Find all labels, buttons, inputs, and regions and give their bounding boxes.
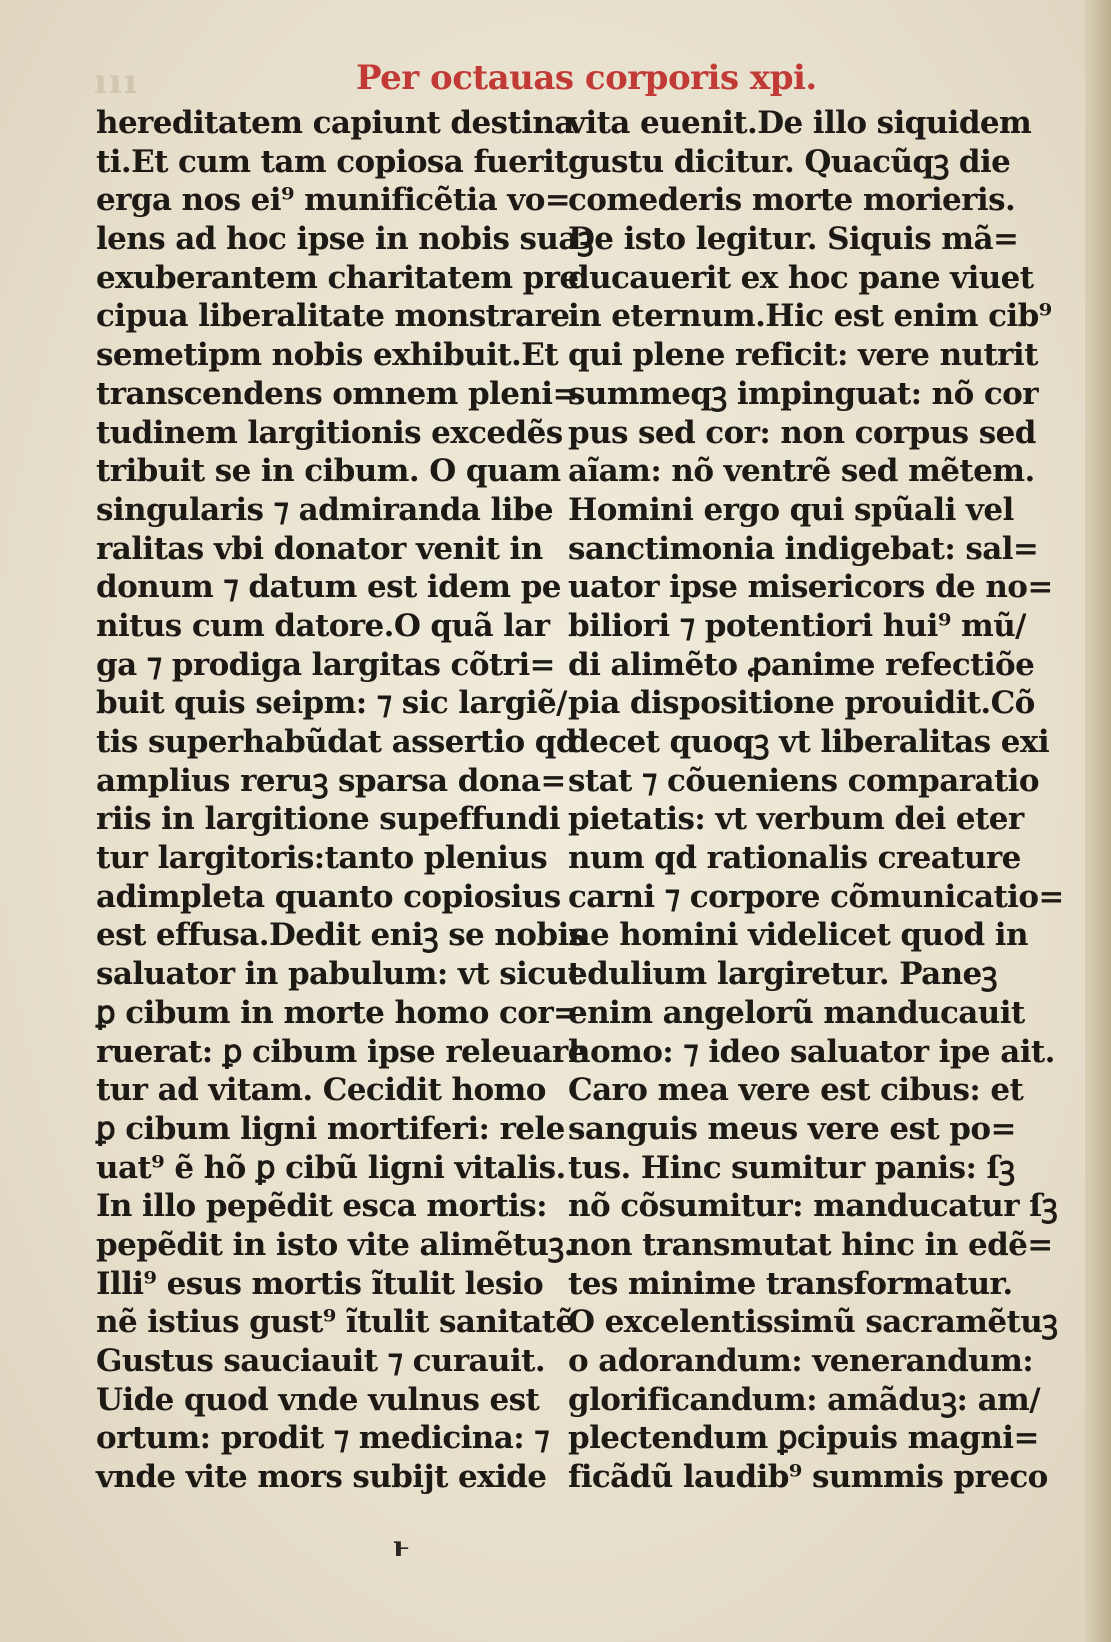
text-line: pietatis: vt verbum dei eter [568, 801, 1024, 838]
text-line: in eternum.Hic est enim cib⁹ [568, 298, 1052, 335]
left-text-column [96, 104, 594, 1497]
text-line: decet quoqꝫ vt liberalitas exi [568, 724, 1049, 760]
text-line: nitus cum datore.O quã lar [96, 607, 550, 644]
text-line: nõ cõsumitur: manducatur ſꝫ [568, 1188, 1058, 1225]
text-line: pia dispositione prouidit.Cõ [568, 685, 1035, 722]
text-line: non transmutat hinc in edẽ= [568, 1226, 1053, 1263]
text-line: comederis morte morieris. [568, 182, 1016, 219]
text-line: semetipm nobis exhibuit.Et [96, 337, 558, 374]
text-line: ti.Et cum tam copiosa fuerit [96, 143, 568, 180]
text-line: ga ⁊ prodiga largitas cõtri= [96, 646, 555, 683]
signature-mark: ͱ [393, 1530, 410, 1563]
text-line: adimpleta quanto copiosius [96, 878, 561, 915]
text-line: cipua liberalitate monstrare [96, 298, 570, 335]
text-line: pus sed cor: non corpus sed [568, 414, 1036, 451]
text-line: buit quis seipm: ⁊ sic largiẽ/ [96, 685, 567, 722]
text-line: qui plene reficit: vere nutrit [568, 337, 1038, 374]
text-line: ꝑ cibum ligni mortiferi: rele [96, 1110, 565, 1147]
text-line: exuberantem charitatem pre [96, 259, 579, 296]
text-line: ruerat: ꝑ cibum ipse releuare [96, 1033, 587, 1070]
text-line: glorificandum: amãduꝫ: am/ [568, 1381, 1040, 1418]
text-line: ꝑ cibum in morte homo cor= [96, 994, 579, 1031]
text-line: ficãdũ laudib⁹ summis preco [568, 1459, 1048, 1496]
text-line: num qd rationalis creature [568, 840, 1021, 877]
text-line: O excelentissimũ sacramẽtuꝫ [568, 1304, 1058, 1341]
text-line: enim angelorũ manducauit [568, 994, 1025, 1031]
text-line: De isto legitur. Siquis mã= [568, 221, 1019, 258]
text-line: Uide quod vnde vulnus est [96, 1381, 540, 1418]
text-line: biliori ⁊ potentiori hui⁹ mũ/ [568, 607, 1026, 644]
text-line: plectendum ꝑcipuis magni= [568, 1420, 1039, 1457]
text-line: tur ad vitam. Cecidit homo [96, 1072, 546, 1109]
text-line: saluator in pabulum: vt sicut [96, 956, 582, 993]
text-line: donum ⁊ datum est idem pe [96, 569, 561, 606]
text-line: gustu dicitur. Quacũqꝫ die [568, 143, 1011, 180]
text-line: In illo pepẽdit esca mortis: [96, 1188, 547, 1225]
text-line: stat ⁊ cõueniens comparatio [568, 762, 1039, 799]
text-line: lens ad hoc ipse in nobis suaꝫ [96, 221, 594, 258]
right-text-column [568, 104, 1064, 1497]
text-line: est effusa.Dedit eniꝫ se nobis [96, 917, 586, 954]
text-line: Gustus sauciauit ⁊ curauit. [96, 1343, 546, 1379]
text-line: tis superhabũdat assertio qd [96, 724, 577, 760]
text-line: uator ipse misericors de no= [568, 569, 1053, 606]
text-line: ortum: prodit ⁊ medicina: ⁊ [96, 1420, 550, 1457]
text-line: sanctimonia indigebat: sal= [568, 530, 1039, 567]
running-head: Per octauas corporis xpi. [356, 58, 817, 98]
text-line: tur largitoris:tanto plenius [96, 840, 548, 877]
text-line: vita euenit.De illo siquidem [568, 105, 1032, 141]
text-line: sanguis meus vere est po= [568, 1110, 1016, 1147]
show-through-marks: ııı [94, 62, 139, 102]
text-line: erga nos ei⁹ munificẽtia vo= [96, 182, 571, 219]
text-line: vnde vite mors subijt exide [96, 1459, 547, 1496]
text-line: tes minime transformatur. [568, 1265, 1013, 1302]
page-edge [1085, 0, 1111, 1642]
text-line: singularis ⁊ admiranda libe [96, 491, 554, 528]
text-line: di alimẽto ꝓanime refectiõe [568, 646, 1035, 683]
text-line: tribuit se in cibum. O quam [96, 453, 561, 490]
text-line: uat⁹ ẽ hõ ꝑ cibũ ligni vitalis. [96, 1149, 566, 1186]
text-line: ducauerit ex hoc pane viuet [568, 259, 1034, 296]
text-line: hereditatem capiunt destina [96, 105, 574, 141]
text-line: homo: ⁊ ideo saluator ipe ait. [568, 1033, 1055, 1070]
text-line: summeqꝫ impinguat: nõ cor [568, 375, 1038, 412]
text-line: tudinem largitionis excedẽs [96, 414, 563, 451]
text-line: Illi⁹ esus mortis ĩtulit lesio [96, 1265, 544, 1302]
text-line: aĩam: nõ ventrẽ sed mẽtem. [568, 453, 1035, 490]
text-line: transcendens omnem pleni= [96, 375, 578, 412]
text-line: edulium largiretur. Paneꝫ [568, 956, 997, 993]
text-line: ralitas vbi donator venit in [96, 530, 543, 567]
text-line: ne homini videlicet quod in [568, 917, 1028, 954]
text-line: Homini ergo qui spũali vel [568, 491, 1014, 528]
text-line: riis in largitione supeffundi [96, 801, 560, 838]
text-line: pepẽdit in isto vite alimẽtuꝫ. [96, 1226, 574, 1263]
text-line: amplius reruꝫ sparsa dona= [96, 762, 566, 799]
text-line: tus. Hinc sumitur panis: ſꝫ [568, 1149, 1015, 1186]
text-line: Caro mea vere est cibus: et [568, 1072, 1024, 1109]
text-line: nẽ istius gust⁹ ĩtulit sanitatẽ [96, 1304, 575, 1341]
text-line: carni ⁊ corpore cõmunicatio= [568, 878, 1064, 915]
text-line: o adorandum: venerandum: [568, 1343, 1034, 1379]
